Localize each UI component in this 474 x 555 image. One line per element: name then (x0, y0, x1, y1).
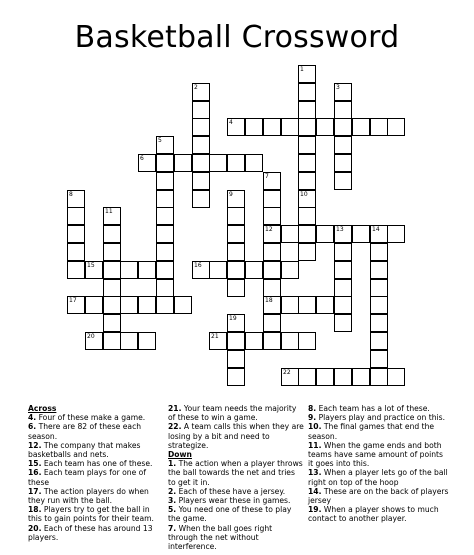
grid-cell[interactable] (370, 118, 388, 136)
clue-number: 19. (308, 505, 322, 515)
grid-cell[interactable] (192, 118, 210, 136)
grid-cell[interactable] (263, 243, 281, 261)
grid-cell[interactable] (387, 225, 405, 243)
grid-cell[interactable] (334, 243, 352, 261)
clue-number-label: 22 (283, 369, 291, 376)
clue-number: 9. (308, 413, 317, 423)
grid-cell[interactable] (156, 154, 174, 172)
clue-text: When a player shows to much contact to another player. (308, 505, 439, 524)
clue-text: Each team has a lot of these. (316, 404, 430, 413)
clue-item (168, 487, 304, 496)
grid-cell[interactable] (174, 296, 192, 314)
grid-cell[interactable] (192, 190, 210, 208)
grid-cell[interactable] (298, 190, 316, 208)
grid-cell[interactable] (387, 368, 405, 386)
grid-cell[interactable] (192, 101, 210, 119)
grid-cell[interactable] (298, 65, 316, 83)
clue-number: 14. (308, 486, 322, 496)
grid-cell[interactable] (227, 279, 245, 297)
grid-cell[interactable] (138, 332, 156, 350)
clue-text: The action players do when they run with the ball. (28, 486, 149, 506)
grid-cell[interactable] (103, 279, 121, 297)
grid-cell[interactable] (245, 154, 263, 172)
grid-cell[interactable] (316, 225, 334, 243)
grid-cell[interactable] (120, 261, 138, 279)
puzzle-title: Basketball Crossword (74, 20, 400, 55)
grid-cell[interactable] (370, 261, 388, 279)
clue-item (168, 404, 304, 422)
clue-number: 4. (28, 413, 37, 423)
grid-cell[interactable] (227, 368, 245, 386)
grid-cell[interactable] (281, 332, 299, 350)
grid-cell[interactable] (67, 207, 85, 225)
grid-cell[interactable] (227, 243, 245, 261)
grid-cell[interactable] (120, 296, 138, 314)
grid-cell[interactable] (352, 225, 370, 243)
clue-item (168, 422, 304, 450)
clue-item (308, 505, 450, 523)
clue-number: 17. (28, 486, 42, 496)
grid-cell[interactable] (103, 296, 121, 314)
clue-number: 20. (28, 523, 42, 533)
grid-cell[interactable] (298, 296, 316, 314)
clue-text: A team calls this when they are losing by a bit and need to strategize. (168, 422, 304, 450)
clue-column-3 (308, 404, 450, 524)
grid-cell[interactable] (156, 225, 174, 243)
clue-number-label: 8 (69, 191, 73, 198)
clue-text: Each of these have a jersey. (176, 486, 286, 496)
grid-cell[interactable] (281, 368, 299, 386)
clue-item (308, 487, 450, 505)
grid-cell[interactable] (370, 296, 388, 314)
grid-cell[interactable] (245, 261, 263, 279)
grid-cell[interactable] (334, 368, 352, 386)
clue-number: 21. (168, 404, 182, 413)
grid-cell[interactable] (263, 332, 281, 350)
grid-cell[interactable] (85, 332, 103, 350)
clue-column-2 (168, 404, 304, 551)
grid-cell[interactable] (298, 136, 316, 154)
grid-cell[interactable] (316, 368, 334, 386)
clue-number: 6. (28, 422, 37, 432)
grid-cell[interactable] (227, 314, 245, 332)
grid-cell[interactable] (263, 172, 281, 190)
grid-cell[interactable] (316, 118, 334, 136)
grid-cell[interactable] (103, 332, 121, 350)
grid-cell[interactable] (156, 207, 174, 225)
clue-number-label: 16 (194, 262, 202, 269)
grid-cell[interactable] (281, 118, 299, 136)
grid-cell[interactable] (387, 118, 405, 136)
clue-text: Four of these make a game. (36, 413, 146, 423)
clue-item (28, 468, 161, 486)
grid-cell[interactable] (298, 172, 316, 190)
grid-cell[interactable] (192, 261, 210, 279)
grid-cell[interactable] (227, 118, 245, 136)
grid-cell[interactable] (298, 243, 316, 261)
clue-number-label: 18 (265, 297, 273, 304)
clue-text: When a player lets go of the ball right on top of the hoop (308, 468, 448, 487)
clue-number: 16. (28, 468, 42, 478)
clue-item (168, 505, 304, 523)
clue-column-1 (28, 404, 161, 542)
clue-number: 3. (168, 496, 177, 506)
clue-number: 22. (168, 422, 182, 432)
down-header: Down (168, 450, 192, 460)
clue-number: 18. (28, 505, 42, 515)
clue-number-label: 2 (194, 84, 198, 91)
grid-cell[interactable] (103, 243, 121, 261)
grid-cell[interactable] (103, 225, 121, 243)
clue-text: The action when a player throws the ball towards the net and tries to get it in. (168, 459, 303, 487)
grid-cell[interactable] (352, 118, 370, 136)
clue-number: 12. (28, 440, 42, 450)
grid-cell[interactable] (298, 118, 316, 136)
grid-cell[interactable] (298, 207, 316, 225)
clue-item (28, 441, 161, 459)
grid-cell[interactable] (263, 225, 281, 243)
grid-cell[interactable] (67, 225, 85, 243)
clue-item (28, 505, 161, 523)
clue-item (308, 441, 450, 469)
clue-item (28, 413, 161, 422)
grid-cell[interactable] (316, 296, 334, 314)
grid-cell[interactable] (138, 261, 156, 279)
clue-text: When the ball goes right through the net without interference. (168, 523, 273, 552)
clue-number-label: 14 (372, 226, 380, 233)
clue-number: 13. (308, 468, 322, 478)
grid-cell[interactable] (298, 101, 316, 119)
grid-cell[interactable] (120, 332, 138, 350)
grid-cell[interactable] (263, 296, 281, 314)
grid-cell[interactable] (334, 225, 352, 243)
clue-number-label: 3 (336, 84, 340, 91)
grid-cell[interactable] (370, 332, 388, 350)
clue-number-label: 9 (229, 191, 233, 198)
grid-cell[interactable] (263, 118, 281, 136)
clue-number-label: 19 (229, 315, 237, 322)
grid-cell[interactable] (227, 332, 245, 350)
grid-cell[interactable] (298, 332, 316, 350)
clue-text: Players try to get the ball in this to gain points for their team. (28, 505, 154, 524)
grid-cell[interactable] (156, 261, 174, 279)
grid-cell[interactable] (281, 296, 299, 314)
grid-cell[interactable] (156, 243, 174, 261)
clue-item (308, 404, 450, 413)
clue-number: 15. (28, 459, 42, 469)
grid-cell[interactable] (298, 368, 316, 386)
across-header: Across (28, 404, 57, 413)
grid-cell[interactable] (281, 225, 299, 243)
clue-text: Each of these has around 13 players. (28, 523, 153, 542)
clue-item (28, 459, 161, 468)
grid-cell[interactable] (334, 261, 352, 279)
clue-number-label: 13 (336, 226, 344, 233)
grid-cell[interactable] (370, 350, 388, 368)
clue-text: These are on the back of players jersey (308, 486, 449, 506)
clue-number: 10. (308, 422, 322, 432)
grid-cell[interactable] (352, 368, 370, 386)
clue-number: 1. (168, 459, 177, 469)
grid-cell[interactable] (334, 172, 352, 190)
clue-number: 8. (308, 404, 317, 413)
grid-cell[interactable] (138, 296, 156, 314)
clue-text: Players wear these in games. (176, 496, 291, 506)
clue-item (28, 422, 161, 440)
clue-text: Each team plays for one of these (28, 468, 147, 487)
grid-cell[interactable] (370, 368, 388, 386)
grid-cell[interactable] (192, 136, 210, 154)
grid-cell[interactable] (334, 154, 352, 172)
clue-number: 2. (168, 486, 177, 496)
grid-cell[interactable] (156, 190, 174, 208)
grid-cell[interactable] (334, 118, 352, 136)
clue-item (28, 487, 161, 505)
grid-cell[interactable] (156, 136, 174, 154)
grid-cell[interactable] (334, 83, 352, 101)
grid-cell[interactable] (174, 154, 192, 172)
grid-cell[interactable] (227, 350, 245, 368)
grid-cell[interactable] (156, 172, 174, 190)
grid-cell[interactable] (263, 314, 281, 332)
grid-cell[interactable] (263, 207, 281, 225)
clue-number-label: 1 (300, 66, 304, 73)
clue-text: The final games that end the season. (308, 422, 435, 441)
clue-number-label: 7 (265, 173, 269, 180)
clue-number: 11. (308, 440, 322, 450)
grid-cell[interactable] (227, 190, 245, 208)
grid-cell[interactable] (370, 279, 388, 297)
grid-cell[interactable] (156, 296, 174, 314)
grid-cell[interactable] (298, 83, 316, 101)
grid-cell[interactable] (245, 332, 263, 350)
clue-item (168, 496, 304, 505)
clue-number-label: 6 (140, 155, 144, 162)
clue-text: Each team has one of these. (41, 459, 153, 469)
grid-cell[interactable] (263, 279, 281, 297)
grid-cell[interactable] (245, 118, 263, 136)
grid-cell[interactable] (67, 243, 85, 261)
clue-text: You need one of these to play the game. (168, 505, 292, 524)
grid-cell[interactable] (209, 261, 227, 279)
grid-cell[interactable] (85, 296, 103, 314)
grid-cell[interactable] (209, 332, 227, 350)
grid-cell[interactable] (209, 154, 227, 172)
clue-item (168, 459, 304, 487)
clue-item (168, 524, 304, 552)
clue-text: Players play and practice on this. (316, 413, 446, 423)
clue-text: The company that makes basketballs and nets. (28, 440, 141, 460)
clue-item (28, 524, 161, 542)
clue-text: Your team needs the majority of these to win a game. (168, 404, 297, 423)
grid-cell[interactable] (67, 190, 85, 208)
grid-cell[interactable] (192, 172, 210, 190)
grid-cell[interactable] (298, 225, 316, 243)
grid-cell[interactable] (67, 296, 85, 314)
grid-cell[interactable] (138, 154, 156, 172)
grid-cell[interactable] (334, 296, 352, 314)
grid-cell[interactable] (67, 261, 85, 279)
grid-cell[interactable] (103, 207, 121, 225)
clue-item (308, 413, 450, 422)
grid-cell[interactable] (334, 314, 352, 332)
grid-cell[interactable] (156, 279, 174, 297)
clue-item (308, 422, 450, 440)
clue-number: 5. (168, 505, 177, 515)
grid-cell[interactable] (227, 154, 245, 172)
grid-cell[interactable] (263, 190, 281, 208)
grid-cell[interactable] (192, 83, 210, 101)
clue-number-label: 12 (265, 226, 273, 233)
clue-number-label: 11 (105, 208, 113, 215)
clue-number-label: 20 (87, 333, 95, 340)
grid-cell[interactable] (85, 261, 103, 279)
grid-cell[interactable] (263, 261, 281, 279)
clue-text: There are 82 of these each season. (28, 422, 142, 441)
clue-number-label: 5 (158, 137, 162, 144)
clue-number: 7. (168, 523, 177, 533)
clue-number-label: 21 (211, 333, 219, 340)
clue-text: When the game ends and both teams have same amount of points it goes into this. (308, 440, 443, 469)
grid-cell[interactable] (281, 261, 299, 279)
clue-number-label: 10 (300, 191, 308, 198)
grid-cell[interactable] (298, 154, 316, 172)
grid-cell[interactable] (103, 314, 121, 332)
grid-cell[interactable] (227, 225, 245, 243)
grid-cell[interactable] (370, 243, 388, 261)
grid-cell[interactable] (334, 136, 352, 154)
grid-cell[interactable] (227, 207, 245, 225)
grid-cell[interactable] (370, 314, 388, 332)
grid-cell[interactable] (227, 261, 245, 279)
clue-number-label: 17 (69, 297, 77, 304)
clue-item (308, 468, 450, 486)
grid-cell[interactable] (334, 279, 352, 297)
clue-number-label: 15 (87, 262, 95, 269)
grid-cell[interactable] (334, 101, 352, 119)
grid-cell[interactable] (192, 154, 210, 172)
grid-cell[interactable] (370, 225, 388, 243)
clue-number-label: 4 (229, 119, 233, 126)
grid-cell[interactable] (103, 261, 121, 279)
